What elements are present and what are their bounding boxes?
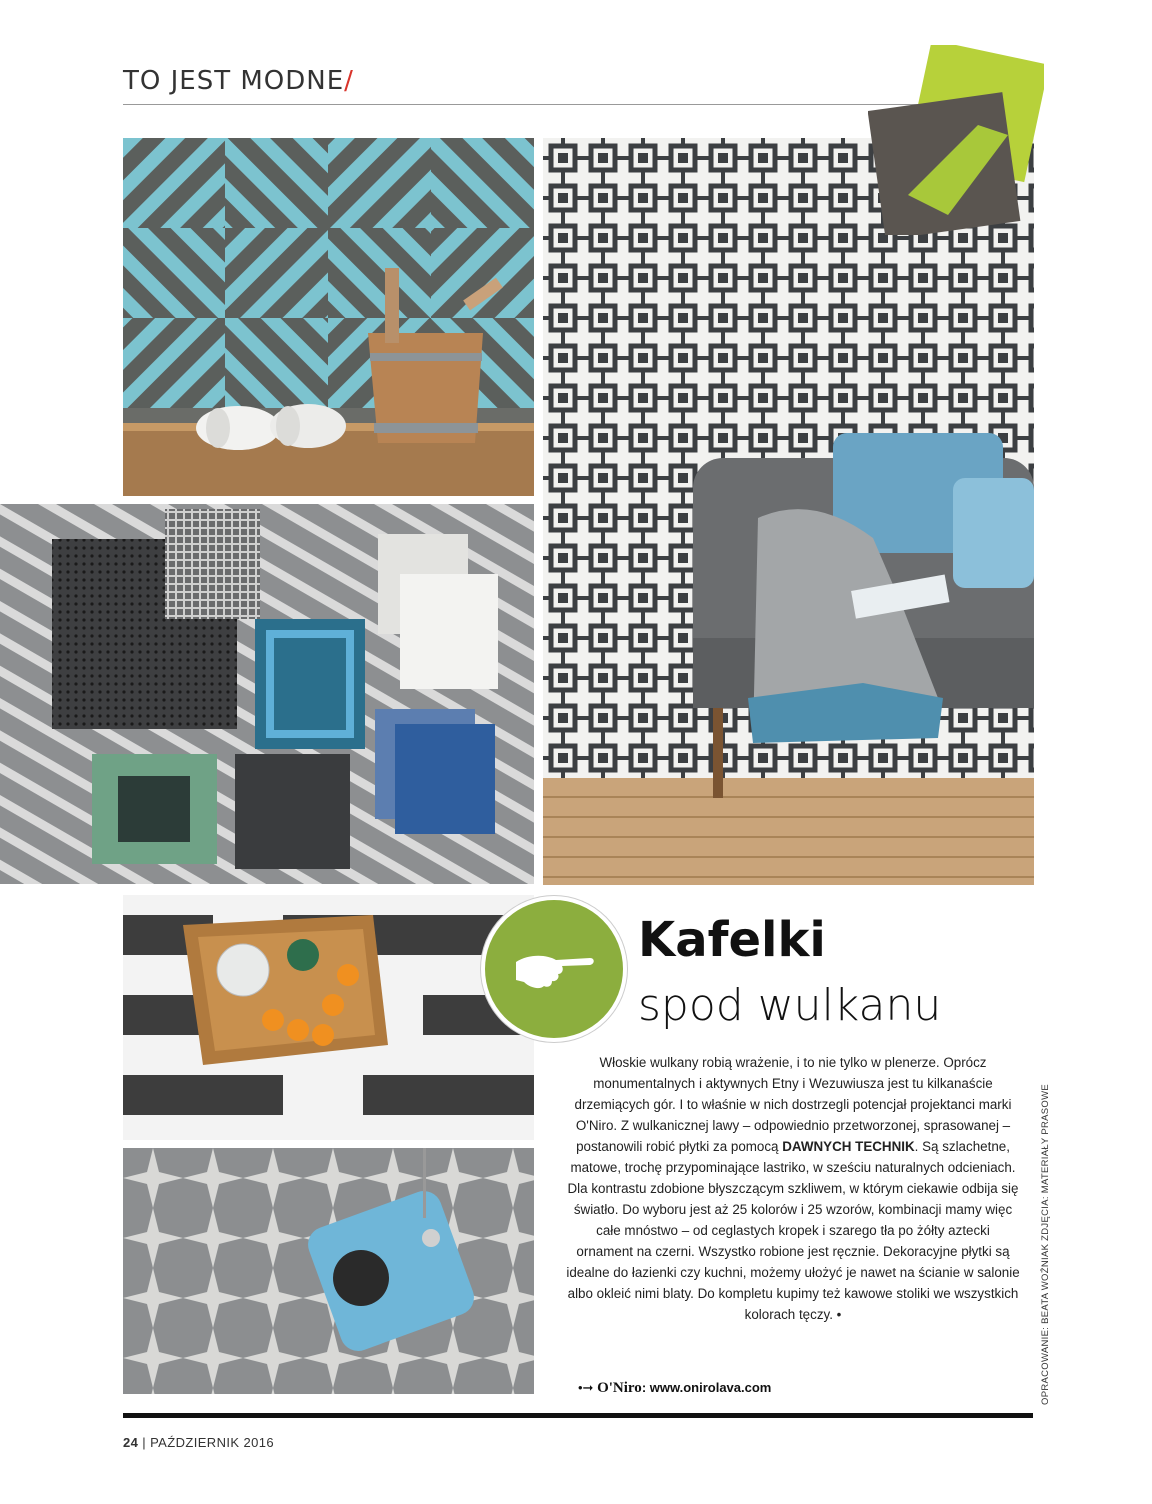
- photo-credit: [1040, 1045, 1060, 1405]
- arrow-right-icon: •➞: [578, 1380, 594, 1395]
- source-line: [578, 1380, 771, 1397]
- tile-flatlay-photo: [0, 504, 534, 884]
- sauna-photo: [123, 138, 534, 496]
- photo-credit-text: OPRACOWANIE: BEATA WOŹNIAK ZDJĘCIA: MATERIAŁY PRASOWE: [1040, 1084, 1051, 1405]
- body-paragraph-1: Włoskie wulkany robią wrażenie, i to nie tylko w plenerze. Oprócz monumentalnych i aktywnych Etny i Wezuwiusza jest tu kilkanaście drzemiących gór. I to właśnie w nich dostrzegli potencjał projektanci marki O'Niro. Z wulkanicznej lawy – odpowiednio przetworzonej, sprasowanej – postanowili robić płytki za pomocą: [574, 1055, 1012, 1154]
- living-room-photo: [543, 138, 1034, 885]
- source-url[interactable]: : www.onirolava.com: [641, 1380, 772, 1395]
- body-paragraph-2: . Są szlachetne, matowe, trochę przypominające lastriko, w sześciu naturalnych odcieniach. Dla kontrastu zdobione błyszczącym szkliwem, w którym ciekawie odbija się światło. Do wyboru jest aż 25 kolorów i 25 wzorów, kombinacji mamy więc całe mnóstwo – od ceglastych kropek i szarego tła po żółty aztecki ornament na czerni. Wszystko robione jest ręcznie. Dekoracyjne płytki są idealne do łazienki czy kuchni, możemy ułożyć je nawet na ścianie w salonie albo okleić nimi blaty. Do kompletu kupimy też kawowe stoliki we wszystkich kolorach tęczy. •: [566, 1139, 1020, 1322]
- footer-separator: |: [138, 1435, 151, 1450]
- page-number: 24: [123, 1435, 139, 1450]
- tray-photo: [123, 895, 534, 1140]
- section-title: [123, 66, 354, 96]
- pointing-hand-icon: [512, 944, 596, 994]
- body-emphasis: DAWNYCH TECHNIK: [782, 1139, 915, 1154]
- source-brand: O'Niro: [597, 1380, 642, 1396]
- article-body: [566, 1052, 1020, 1325]
- accent-circle: [481, 896, 627, 1042]
- section-title-text: TO JEST MODNE: [123, 66, 345, 96]
- radio-photo: [123, 1148, 534, 1394]
- section-title-slash: /: [344, 66, 354, 96]
- tile-samples-photo: [868, 45, 1044, 235]
- issue-date: PAŹDZIERNIK 2016: [150, 1435, 274, 1450]
- bottom-rule: [123, 1413, 1033, 1418]
- article-title: Kafelki: [638, 912, 826, 968]
- article-subtitle: spod wulkanu: [638, 980, 942, 1031]
- page-footer: [123, 1435, 274, 1450]
